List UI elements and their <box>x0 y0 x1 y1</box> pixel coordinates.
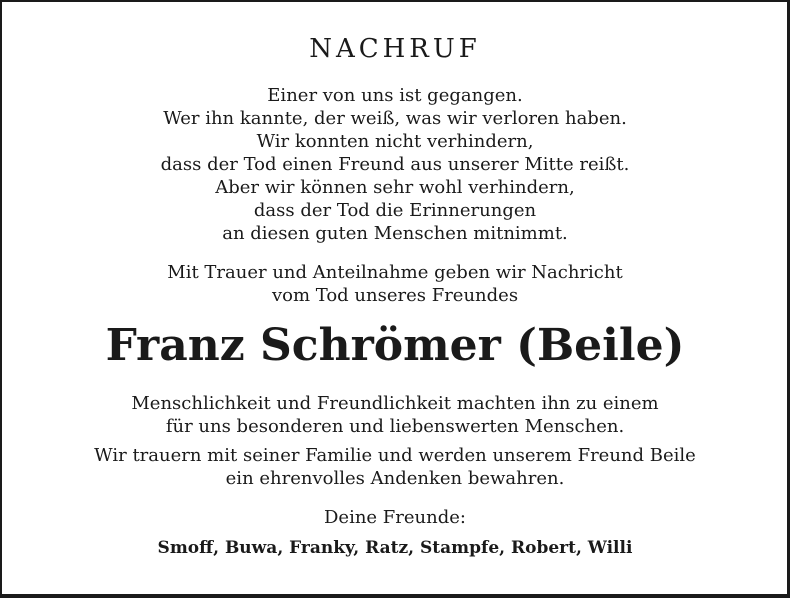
poem-line: dass der Tod einen Freund aus unserer Mitte reißt. <box>160 154 630 175</box>
tribute-line: ein ehrenvolles Andenken bewahren. <box>225 468 565 489</box>
poem-line: Aber wir können sehr wohl verhindern, <box>215 177 575 198</box>
tribute-line: Menschlichkeit und Freundlichkeit machten ihn zu einem <box>131 393 659 414</box>
tribute-line: Wir trauern mit seiner Familie und werden unserem Freund Beile <box>94 445 696 466</box>
notice-heading: NACHRUF <box>309 34 481 64</box>
announcement-line: vom Tod unseres Freundes <box>271 285 519 306</box>
deceased-name: Franz Schrömer (Beile) <box>105 320 685 371</box>
poem-line: an diesen guten Menschen mitnimmt. <box>222 223 568 244</box>
signature-intro: Deine Freunde: <box>324 507 466 528</box>
tribute-line: für uns besonderen und liebenswerten Menschen. <box>165 416 625 437</box>
poem-line: Wir konnten nicht verhindern, <box>256 131 534 152</box>
poem-line: Wer ihn kannte, der weiß, was wir verloren haben. <box>163 108 627 129</box>
announcement-line: Mit Trauer und Anteilnahme geben wir Nachricht <box>167 262 623 283</box>
poem-line: dass der Tod die Erinnerungen <box>253 200 537 221</box>
signature-names: Smoff, Buwa, Franky, Ratz, Stampfe, Robert, Willi <box>157 538 633 558</box>
poem-line: Einer von uns ist gegangen. <box>267 85 523 106</box>
